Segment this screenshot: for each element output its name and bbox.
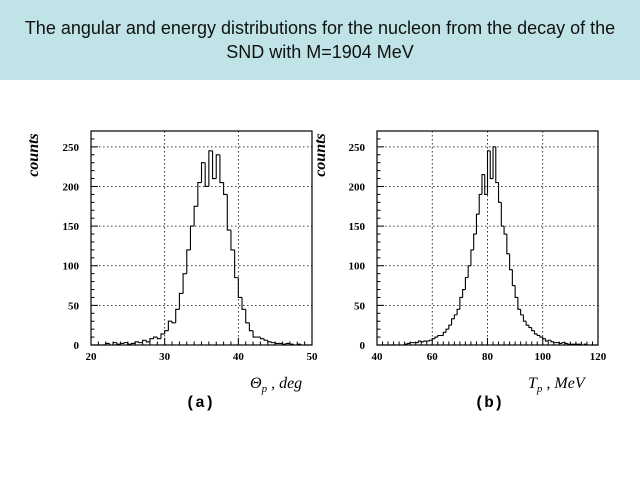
histogram-bin — [235, 250, 239, 278]
histogram-bin — [190, 226, 194, 250]
page-title: The angular and energy distributions for the nucleon from the decay of the SND with M=1904 MeV — [24, 18, 616, 62]
y-tick-label: 100 — [62, 260, 79, 273]
y-tick-label: 100 — [348, 260, 365, 273]
y-tick-label: 50 — [68, 300, 79, 313]
histogram-bin — [139, 342, 143, 343]
y-axis-label: counts — [312, 133, 329, 177]
histogram-bin — [202, 163, 206, 183]
histogram-bin — [479, 194, 482, 214]
histogram-bin — [132, 343, 136, 344]
histogram-bin — [465, 278, 468, 290]
histogram-bin — [496, 147, 499, 183]
histogram-bin — [446, 329, 449, 332]
histogram-bin — [460, 297, 463, 309]
panel-label: (a) — [185, 394, 215, 412]
histogram-bin — [187, 250, 191, 274]
y-tick-label: 200 — [62, 181, 79, 194]
histogram-bin — [457, 309, 460, 315]
histogram-bin — [521, 309, 524, 315]
histogram-bin — [165, 331, 169, 334]
histogram-bin — [275, 343, 279, 344]
y-tick-label: 150 — [348, 221, 365, 234]
histogram-bin — [150, 339, 154, 342]
histogram-bin — [523, 315, 526, 321]
x-tick-label: 60 — [426, 351, 438, 363]
histogram-bin — [154, 337, 158, 339]
histogram-bin — [471, 250, 474, 266]
histogram-bin — [246, 309, 250, 322]
histogram-bin — [537, 334, 540, 336]
histogram-bin — [128, 343, 132, 345]
histogram-bin — [176, 309, 180, 322]
histogram-bin — [438, 335, 441, 337]
x-tick-label: 80 — [482, 351, 493, 363]
histogram-bin — [529, 325, 532, 327]
x-axis-label: $T_p$ , MeV — [528, 375, 585, 395]
histogram-bin — [504, 226, 507, 234]
histogram-bin — [231, 230, 235, 250]
x-axis-label: $\Theta_p$ , deg — [250, 375, 303, 395]
histogram-bin — [213, 151, 217, 179]
histogram-bin — [268, 340, 272, 342]
histogram-bin — [271, 342, 275, 343]
histogram-bin — [286, 343, 290, 344]
histogram-bin — [290, 343, 294, 344]
y-axis-label: counts — [25, 133, 42, 177]
histogram-bin — [253, 331, 257, 337]
histogram-bin — [216, 155, 220, 179]
histogram-bin — [515, 286, 518, 298]
histogram-bin — [463, 290, 466, 298]
histogram-bin — [512, 270, 515, 286]
histogram-bin — [242, 297, 246, 309]
chart-panel-b — [312, 131, 607, 412]
histogram-bin — [526, 321, 529, 325]
histogram-bin — [474, 234, 477, 250]
histogram-bin — [435, 337, 438, 339]
histogram-bin — [146, 340, 150, 342]
x-tick-label: 30 — [159, 351, 171, 363]
chart-panel-a — [25, 131, 318, 412]
histogram-bin — [238, 278, 242, 298]
histogram-bin — [534, 331, 537, 334]
histogram-bin — [260, 337, 264, 339]
histogram-bin — [168, 321, 172, 331]
panel-label: (b) — [474, 394, 504, 412]
histogram-bin — [476, 214, 479, 234]
histogram-bin — [468, 266, 471, 278]
y-tick-label: 50 — [354, 300, 365, 313]
x-tick-label: 40 — [371, 351, 383, 363]
y-tick-label: 200 — [348, 181, 365, 194]
histogram-bin — [507, 234, 510, 254]
y-tick-label: 0 — [359, 340, 365, 352]
histogram-bin — [183, 274, 187, 294]
histogram-bin — [209, 151, 213, 187]
y-tick-label: 250 — [348, 141, 365, 154]
histogram-bin — [443, 332, 446, 335]
histogram-bin — [220, 155, 224, 183]
histogram-bin — [510, 254, 513, 270]
histogram-bin — [224, 183, 228, 195]
histogram-bin — [540, 335, 543, 337]
histogram-bin — [143, 340, 147, 342]
histogram-bin — [249, 323, 253, 331]
histogram-bin — [135, 342, 139, 344]
histogram-bin — [120, 343, 124, 344]
histogram-bin — [205, 163, 209, 187]
x-tick-label: 20 — [85, 351, 97, 363]
histogram-bin — [449, 325, 452, 329]
histogram-bin — [124, 343, 128, 344]
y-tick-label: 250 — [62, 141, 79, 154]
histogram-bin — [454, 315, 457, 319]
x-tick-label: 50 — [306, 351, 318, 363]
x-tick-label: 100 — [534, 351, 551, 363]
histogram-bin — [161, 334, 165, 339]
histogram-bin — [283, 343, 287, 344]
histogram-bin — [117, 343, 121, 345]
histogram-bin — [532, 328, 535, 331]
y-tick-label: 0 — [73, 340, 79, 352]
histogram-bin — [179, 293, 183, 309]
histogram-bin — [452, 319, 455, 325]
histogram-bin — [157, 337, 161, 339]
histogram-bin — [518, 297, 521, 309]
x-tick-label: 40 — [232, 351, 244, 363]
histogram-bin — [194, 206, 198, 226]
histogram-bin — [499, 183, 502, 203]
histogram-bin — [501, 202, 504, 226]
y-tick-label: 150 — [62, 221, 79, 234]
histogram-bin — [227, 194, 231, 230]
histogram-bin — [172, 321, 176, 323]
histogram-bin — [264, 339, 268, 341]
x-tick-label: 120 — [589, 351, 607, 363]
